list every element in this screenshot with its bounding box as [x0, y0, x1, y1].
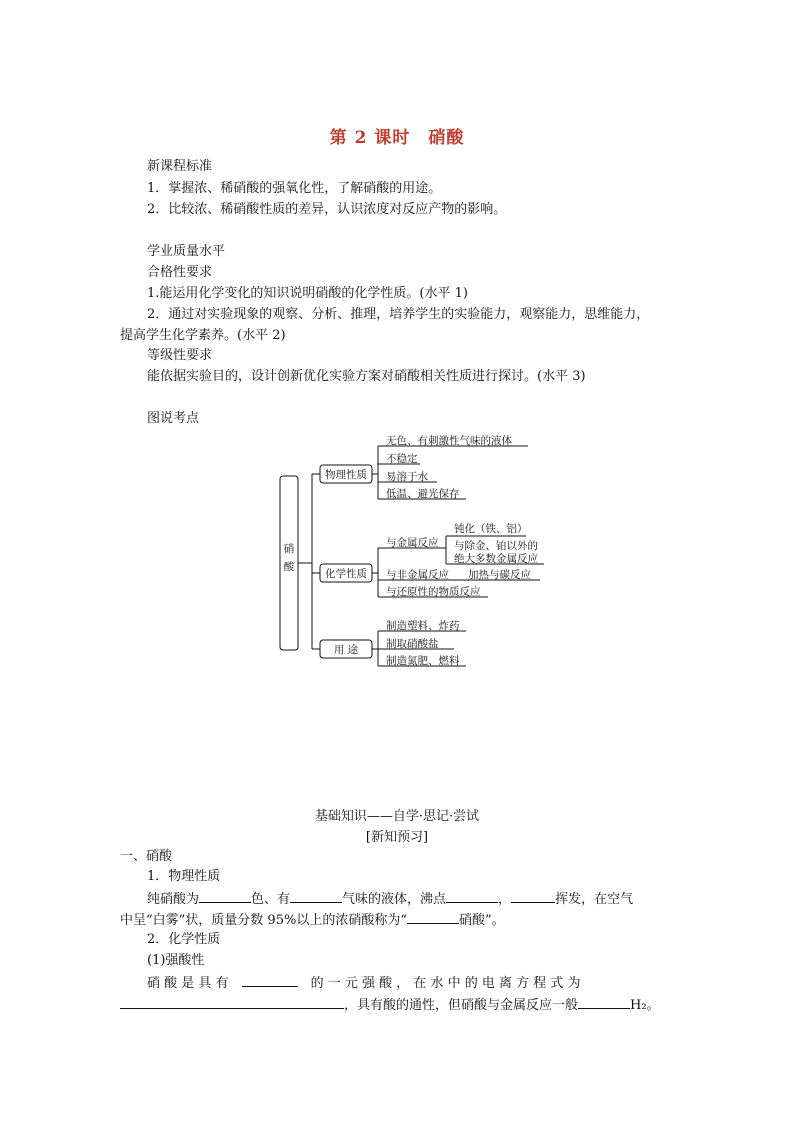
- standards-item-2: 2．比较浓、稀硝酸性质的差异，认识浓度对反应产物的影响。: [147, 202, 507, 217]
- acid-line-2: ，具有酸的通性，但硝酸与金属反应一般 H₂。: [120, 994, 660, 1016]
- chem-title: 2．化学性质: [147, 932, 221, 947]
- basics-heading: 基础知识——自学·思记·尝试: [314, 809, 480, 824]
- nonmetal-reaction: 与非金属反应: [386, 569, 449, 581]
- phys-title: 1．物理性质: [147, 869, 221, 884]
- blank-ionization-equation[interactable]: [120, 994, 344, 1009]
- metal-item-3: 绝大多数金属反应: [454, 553, 538, 565]
- blank-color[interactable]: [199, 888, 251, 903]
- blank-acidity[interactable]: [242, 972, 298, 987]
- usage-item-2: 制取硝酸盐: [386, 638, 439, 650]
- chemical-label: 化学性质: [325, 568, 367, 580]
- section-1-heading: 一、硝酸: [120, 849, 173, 864]
- metal-item-1: 钝化（铁、铝）: [454, 523, 528, 535]
- page-title: 第 2 课时 硝酸: [329, 128, 465, 148]
- blank-volatility[interactable]: [511, 888, 555, 903]
- acid-title: (1)强酸性: [147, 953, 205, 968]
- pass-item-2-cont: 提高学生化学素养。(水平 2): [120, 328, 286, 343]
- nonmetal-item: 加热与碳反应: [468, 569, 531, 581]
- metal-reaction: 与金属反应: [386, 537, 439, 549]
- physical-item-2: 不稳定: [386, 453, 418, 465]
- blank-odor[interactable]: [290, 888, 342, 903]
- pass-item-1: 1.能运用化学变化的知识说明硝酸的化学性质。(水平 1): [147, 286, 468, 301]
- diagram-heading: 图说考点: [147, 411, 200, 426]
- usage-item-3: 制造氮肥、燃料: [386, 655, 460, 667]
- reducing-reaction: 与还原性的物质反应: [386, 586, 481, 598]
- standards-heading: 新课程标准: [147, 159, 213, 174]
- grade-heading: 等级性要求: [147, 348, 213, 363]
- physical-item-1: 无色、有刺激性气味的液体: [386, 435, 512, 447]
- phys-line-2: 中呈“白雾”状，质量分数 95%以上的浓硝酸称为“ 硝酸”。: [120, 909, 505, 931]
- blank-boiling-point[interactable]: [446, 888, 498, 903]
- physical-item-4: 低温、避光保存: [386, 488, 460, 500]
- pass-item-2: 2．通过对实验现象的观察、分析、推理，培养学生的实验能力，观察能力，思维能力，: [147, 307, 650, 322]
- blank-fuming[interactable]: [407, 909, 459, 924]
- physical-item-3: 易溶于水: [386, 471, 428, 483]
- root-char-1: 硝: [283, 543, 295, 555]
- physical-label: 物理性质: [325, 469, 367, 481]
- metal-item-2: 与除金、铂以外的: [454, 540, 538, 552]
- blank-h2-release[interactable]: [578, 994, 630, 1009]
- acid-line-1: 硝 酸 是 具 有 的 一 元 强 酸 ， 在 水 中 的 电 离 方 程 式 为: [147, 972, 581, 994]
- pass-heading: 合格性要求: [147, 265, 213, 280]
- phys-line-1: 纯硝酸为 色、有 气味的液体，沸点 ， 挥发，在空气: [147, 888, 633, 910]
- basics-subheading: [新知预习]: [365, 830, 429, 845]
- usage-item-1: 制造塑料、炸药: [386, 620, 460, 632]
- usage-label: 用 途: [333, 644, 359, 656]
- grade-item-1: 能依据实验目的，设计创新优化实验方案对硝酸相关性质进行探讨。(水平 3): [147, 369, 586, 384]
- root-char-2: 酸: [283, 561, 295, 573]
- quality-heading: 学业质量水平: [147, 244, 226, 259]
- standards-item-1: 1．掌握浓、稀硝酸的强氧化性，了解硝酸的用途。: [147, 181, 442, 196]
